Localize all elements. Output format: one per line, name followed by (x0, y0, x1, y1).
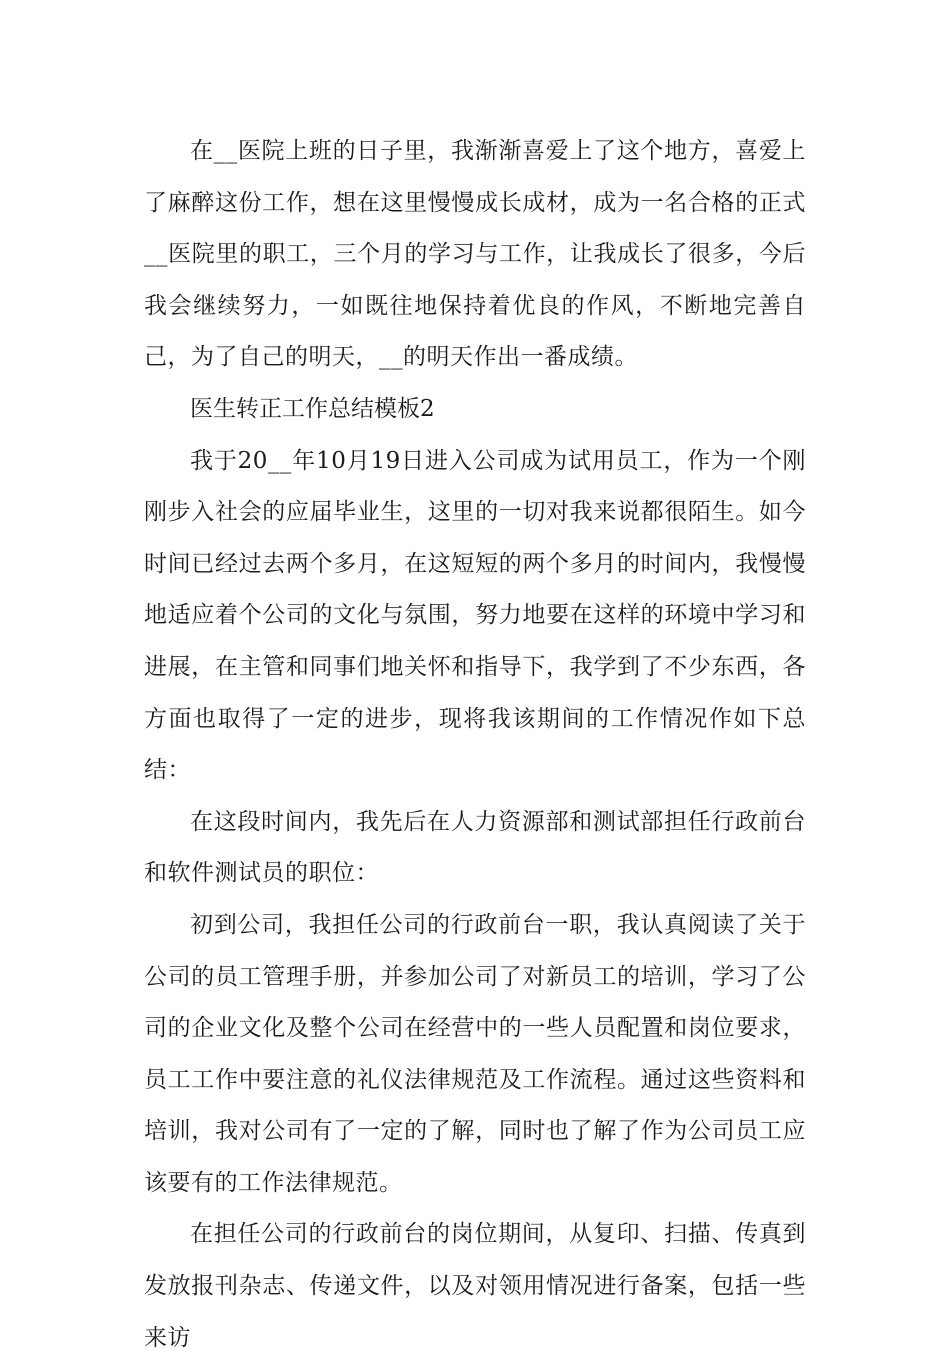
paragraph-entry: 我于20__年10月19日进入公司成为试用员工，作为一个刚刚步入社会的应届毕业生，这里的一切对我来说都很陌生。如今时间已经过去两个多月，在这短短的两个多月的时间内，我慢慢地适应着个公司的文化与氛围，努力地要在这样的环境中学习和进展，在主管和同事们地关怀和指导下，我学到了不少东西，各方面也取得了一定的进步，现将我该期间的工作情况作如下总结： (144, 447, 806, 784)
document-body (144, 126, 806, 1364)
paragraph-duties: 在担任公司的行政前台的岗位期间，从复印、扫描、传真到发放报刊杂志、传递文件，以及对领用情况进行备案，包括一些来访 (144, 1221, 806, 1351)
paragraph-intro: 在__医院上班的日子里，我渐渐喜爱上了这个地方，喜爱上了麻醉这份工作，想在这里慢慢成长成材，成为一名合格的正式__医院里的职工，三个月的学习与工作，让我成长了很多，今后我会继续努力，一如既往地保持着优良的作风，不断地完善自己，为了自己的明天，__的明天作出一番成绩。 (144, 138, 806, 371)
section-title: 医生转正工作总结模板2 (190, 395, 435, 422)
paragraph-front-desk: 初到公司，我担任公司的行政前台一职，我认真阅读了关于公司的员工管理手册，并参加公司了对新员工的培训，学习了公司的企业文化及整个公司在经营中的一些人员配置和岗位要求，员工工作中要注意的礼仪法律规范及工作流程。通过这些资料和培训，我对公司有了一定的了解，同时也了解了作为公司员工应该要有的工作法律规范。 (144, 911, 806, 1196)
paragraph-positions: 在这段时间内，我先后在人力资源部和测试部担任行政前台和软件测试员的职位： (144, 808, 806, 887)
